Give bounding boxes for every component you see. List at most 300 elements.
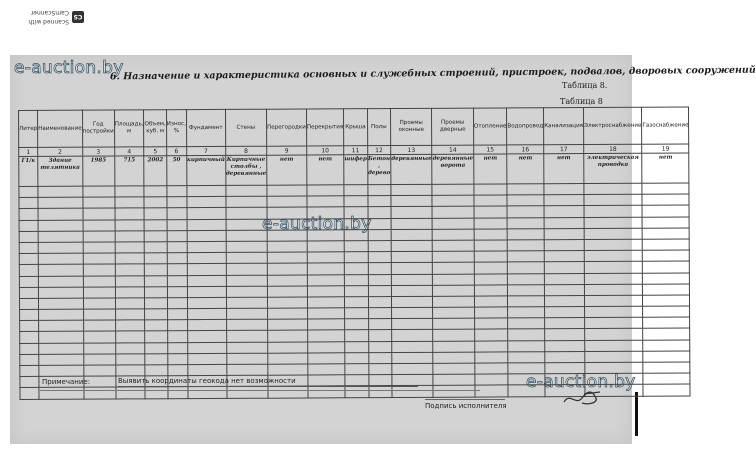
table-cell (20, 354, 39, 365)
table-cell (474, 184, 508, 195)
table-cell (19, 298, 38, 309)
column-number: 3 (82, 147, 114, 156)
table-cell (187, 308, 226, 319)
table-cell (474, 195, 508, 206)
table-cell (344, 229, 368, 240)
table-cell (545, 295, 585, 306)
table-cell (39, 332, 84, 343)
table-cell (187, 275, 226, 286)
table-cell (267, 207, 307, 218)
table-cell (307, 207, 344, 218)
table-cell (391, 285, 433, 296)
table-cell (433, 341, 475, 352)
table-cell (115, 231, 145, 242)
table-cell: нет (307, 155, 344, 185)
table-cell: Кирпичные столбы , деревянные (225, 155, 267, 185)
table-cell (226, 230, 268, 241)
table-cell (39, 287, 84, 298)
table-cell (345, 341, 369, 352)
table-cell (433, 363, 475, 374)
table-cell (643, 351, 690, 362)
table-cell (145, 253, 167, 264)
table-cell (643, 250, 690, 261)
table-cell: нет (544, 154, 584, 184)
table-cell (307, 297, 344, 308)
table-cell (83, 309, 115, 320)
table-cell (507, 217, 544, 228)
table-cell: Здание телятника (38, 156, 83, 186)
table-cell (20, 343, 39, 354)
table-cell (144, 208, 166, 219)
column-header: Проемы дверные (432, 108, 474, 145)
table-cell (544, 262, 584, 273)
table-cell (584, 250, 642, 261)
table-cell (226, 342, 268, 353)
table-cell (83, 287, 115, 298)
column-header: Газоснабжение (642, 107, 689, 144)
table-cell (187, 230, 226, 241)
table-cell (145, 309, 167, 320)
table-cell (508, 385, 545, 396)
table-cell (545, 363, 585, 374)
table-cell (226, 241, 268, 252)
table-cell (433, 330, 475, 341)
column-header: Водопровод (507, 108, 544, 145)
table-cell (584, 228, 642, 239)
table-cell (508, 352, 545, 363)
table-cell (544, 228, 584, 239)
column-header: Наименование (38, 110, 83, 147)
table-cell (508, 262, 545, 273)
table-cell (19, 231, 38, 242)
note-label: Примечание: (42, 378, 91, 386)
table-cell (307, 319, 344, 330)
table-cell (508, 363, 545, 374)
table-cell (226, 353, 268, 364)
table-cell (38, 209, 83, 220)
table-cell (145, 387, 167, 398)
table-cell (368, 218, 391, 229)
column-number: 5 (144, 147, 166, 156)
table-cell (585, 351, 643, 362)
table-cell (20, 309, 39, 320)
table-cell (545, 374, 585, 385)
camscanner-line2: CamScanner (30, 9, 69, 16)
table-cell (187, 331, 226, 342)
table-cell: кирпичный (187, 155, 226, 185)
table-cell (474, 329, 508, 340)
table-cell (392, 352, 434, 363)
table-cell (433, 240, 475, 251)
table-cell: деревянные (391, 154, 433, 184)
table-cell (20, 365, 39, 376)
table-cell (474, 296, 508, 307)
table-cell (307, 263, 344, 274)
table-cell (145, 242, 167, 253)
table-cell (544, 273, 584, 284)
column-number: 8 (225, 146, 266, 155)
table-cell (643, 340, 690, 351)
table-cell (508, 296, 545, 307)
table-cell (268, 364, 308, 375)
table-cell (167, 219, 187, 230)
column-number: 4 (114, 147, 144, 156)
table-cell (642, 217, 689, 228)
table-cell (167, 242, 187, 253)
table-cell (308, 341, 345, 352)
table-cell (643, 373, 690, 384)
table-cell (508, 251, 545, 262)
table-cell (267, 185, 307, 196)
table-cell (115, 331, 145, 342)
table-cell (267, 252, 307, 263)
table-cell (368, 240, 391, 251)
table-cell (308, 386, 345, 397)
column-number: 13 (391, 145, 432, 154)
table-cell (433, 374, 475, 385)
table-cell (115, 309, 145, 320)
table-cell (507, 184, 544, 195)
table-cell (368, 341, 391, 352)
note-underline (40, 390, 480, 391)
table-cell (391, 218, 433, 229)
table-cell (145, 320, 167, 331)
table-cell (145, 264, 167, 275)
table-cell (167, 331, 187, 342)
column-number: 14 (432, 145, 473, 154)
table-cell (115, 242, 145, 253)
table-cell (83, 275, 115, 286)
table-cell (544, 239, 584, 250)
table-cell (115, 264, 145, 275)
table-cell: деревянные ворота (432, 154, 474, 184)
table-cell (39, 343, 84, 354)
column-header: Крыша (344, 109, 368, 146)
table-cell (267, 286, 307, 297)
table-cell (585, 306, 643, 317)
table-cell (38, 264, 83, 275)
table-cell (38, 231, 83, 242)
table-cell (368, 263, 391, 274)
table-cell (545, 307, 585, 318)
table-cell (38, 276, 83, 287)
table-cell (474, 218, 508, 229)
table-cell (19, 265, 38, 276)
camscanner-badge (8, 2, 84, 32)
table-cell (187, 297, 226, 308)
table-cell (433, 352, 475, 363)
table-cell (508, 273, 545, 284)
table-cell (19, 242, 38, 253)
table-cell (345, 330, 369, 341)
table-cell (145, 365, 167, 376)
table-cell (345, 352, 369, 363)
table-cell (307, 218, 344, 229)
table-cell (308, 330, 345, 341)
table-cell (391, 263, 433, 274)
table-cell (115, 320, 145, 331)
table-cell (144, 186, 166, 197)
table-cell (507, 228, 544, 239)
header-row (19, 107, 690, 148)
table-cell (391, 251, 433, 262)
signature-label: Подпись исполнителя (425, 402, 507, 410)
table-cell (83, 331, 115, 342)
column-header: Полы (367, 109, 391, 146)
table-cell (307, 252, 344, 263)
table-cell (115, 287, 145, 298)
table-cell (187, 253, 226, 264)
table-cell (474, 262, 508, 273)
table-cell (392, 386, 434, 397)
table-cell (187, 241, 226, 252)
column-number: 11 (344, 146, 368, 155)
table-cell (433, 385, 475, 396)
table-cell (38, 197, 83, 208)
table-cell (392, 363, 434, 374)
table-cell (475, 374, 509, 385)
table-cell (225, 185, 267, 196)
column-number: 18 (584, 144, 642, 153)
table-cell (82, 186, 114, 197)
table-cell (83, 242, 115, 253)
table-cell (432, 184, 474, 195)
table-cell (226, 275, 268, 286)
table-cell (307, 274, 344, 285)
table-cell (368, 207, 391, 218)
table-cell: Бетон , дерево (367, 155, 390, 185)
table-cell (83, 220, 115, 231)
table-cell (643, 295, 690, 306)
table-cell (307, 285, 344, 296)
table-cell (39, 320, 84, 331)
table-cell (585, 373, 643, 384)
table-cell (83, 343, 115, 354)
table-cell (83, 208, 115, 219)
table-cell (115, 298, 145, 309)
table-cell (308, 364, 345, 375)
column-header: Площадь, м (114, 110, 144, 147)
note-text: Выявить координаты геокода нет возможности (118, 377, 418, 387)
table-cell (585, 329, 643, 340)
table-cell (368, 196, 391, 207)
table-cell (508, 340, 545, 351)
table-cell (19, 186, 38, 197)
table-cell (368, 364, 391, 375)
table-cell (345, 285, 369, 296)
edge-mark (635, 392, 638, 436)
table-cell (144, 197, 166, 208)
table-cell (38, 220, 83, 231)
table-cell (433, 307, 475, 318)
column-number: 19 (642, 144, 689, 153)
table-cell (83, 264, 115, 275)
table-cell (544, 217, 584, 228)
table-cell (507, 206, 544, 217)
table-cell (344, 274, 368, 285)
table-cell (584, 194, 642, 205)
table-cell (391, 184, 433, 195)
column-number: 17 (544, 145, 584, 154)
table-cell (508, 329, 545, 340)
table-cell (392, 341, 434, 352)
table-cell (545, 329, 585, 340)
table-cell (307, 241, 344, 252)
table-cell (344, 196, 368, 207)
table-cell (83, 197, 115, 208)
table-cell (368, 185, 391, 196)
table-cell (474, 273, 508, 284)
table-cell (267, 241, 307, 252)
table-cell (167, 275, 187, 286)
signature-line (425, 399, 505, 400)
column-header: Перекрытия (306, 109, 343, 146)
table-cell (585, 317, 643, 328)
table-cell (433, 251, 475, 262)
table-row (19, 153, 690, 187)
column-number: 6 (166, 147, 186, 156)
table-cell (508, 284, 545, 295)
table-cell (391, 229, 433, 240)
table-cell (267, 263, 307, 274)
table-cell (345, 319, 369, 330)
table-cell (167, 353, 187, 364)
table-cell (39, 354, 84, 365)
table-cell (643, 261, 690, 272)
camscanner-line1: Scanned with (28, 18, 69, 25)
watermark-center: e-auction.by (262, 214, 372, 234)
table-cell (368, 252, 391, 263)
table-cell (268, 330, 308, 341)
table-cell: нет (267, 155, 307, 185)
table-cell (391, 274, 433, 285)
table-cell (83, 354, 115, 365)
table-cell: нет (507, 154, 544, 184)
table-cell (344, 207, 368, 218)
table-cell (226, 286, 268, 297)
table-cell (167, 186, 187, 197)
table-cell (433, 229, 475, 240)
table-cell (145, 298, 167, 309)
table-cell (83, 320, 115, 331)
table-cell (392, 330, 434, 341)
table-cell (508, 307, 545, 318)
table-cell (145, 275, 167, 286)
table-cell (167, 286, 187, 297)
table-cell: 1985 (82, 156, 114, 186)
table-cell (145, 331, 167, 342)
table-cell (226, 364, 268, 375)
table-cell (188, 387, 227, 398)
table-cell (432, 195, 474, 206)
table-cell (474, 229, 508, 240)
table-cell (474, 240, 508, 251)
table-cell (226, 252, 268, 263)
table-cell (267, 219, 307, 230)
table-cell (643, 384, 690, 395)
column-header: Электроснабжение (584, 107, 643, 144)
table-cell (344, 218, 368, 229)
table-cell: нет (642, 153, 689, 183)
table-cell (584, 239, 642, 250)
column-header: Литер (19, 110, 38, 147)
table-cell (19, 220, 38, 231)
table-cell (368, 308, 391, 319)
table-cell: 50 (166, 156, 186, 186)
table-cell (391, 307, 433, 318)
table-cell (584, 183, 642, 194)
table-cell (585, 362, 643, 373)
table-cell (345, 386, 369, 397)
table-cell (368, 274, 391, 285)
table-cell (188, 342, 227, 353)
table-cell (115, 342, 145, 353)
table-cell (115, 275, 145, 286)
table-cell (643, 317, 690, 328)
table-cell (392, 319, 434, 330)
column-number: 2 (38, 147, 83, 156)
watermark-top-left: e-auction.by (14, 58, 124, 78)
table-cell (643, 239, 690, 250)
table-cell (643, 328, 690, 339)
table-cell (167, 342, 187, 353)
column-number: 7 (186, 146, 225, 155)
table-cell: шифер (344, 155, 368, 185)
table-cell (168, 387, 188, 398)
table-cell (368, 296, 391, 307)
table-cell (39, 309, 84, 320)
table-cell (642, 194, 689, 205)
table-cell (474, 307, 508, 318)
table-cell (20, 388, 39, 399)
table-cell (226, 331, 268, 342)
table-cell (642, 205, 689, 216)
table-cell (267, 274, 307, 285)
table-cell (115, 208, 145, 219)
table-cell (268, 353, 308, 364)
table-cell (545, 351, 585, 362)
table-cell (167, 253, 187, 264)
table-cell (344, 252, 368, 263)
table-label-1: Таблица 8. (562, 81, 608, 90)
table-cell (475, 352, 509, 363)
table-cell (167, 197, 187, 208)
table-cell: Г1/к (19, 156, 38, 186)
table-cell (167, 230, 187, 241)
column-header: Канализация (544, 108, 584, 145)
table-cell (308, 353, 345, 364)
table-cell (368, 229, 391, 240)
table-cell (115, 253, 145, 264)
table-cell (187, 264, 226, 275)
table-cell (226, 319, 268, 330)
table-cell (20, 377, 39, 388)
table-cell (167, 208, 187, 219)
table-cell (475, 341, 509, 352)
table-cell (584, 295, 642, 306)
table-cell (83, 365, 115, 376)
table-cell (20, 321, 39, 332)
table-cell (167, 297, 187, 308)
table-cell (39, 298, 84, 309)
table-cell (391, 296, 433, 307)
table-cell (391, 196, 433, 207)
table-cell (307, 308, 344, 319)
table-cell: 715 (114, 156, 144, 186)
table-cell (508, 240, 545, 251)
column-header: Фундамент (186, 109, 225, 146)
table-cell (115, 186, 145, 197)
